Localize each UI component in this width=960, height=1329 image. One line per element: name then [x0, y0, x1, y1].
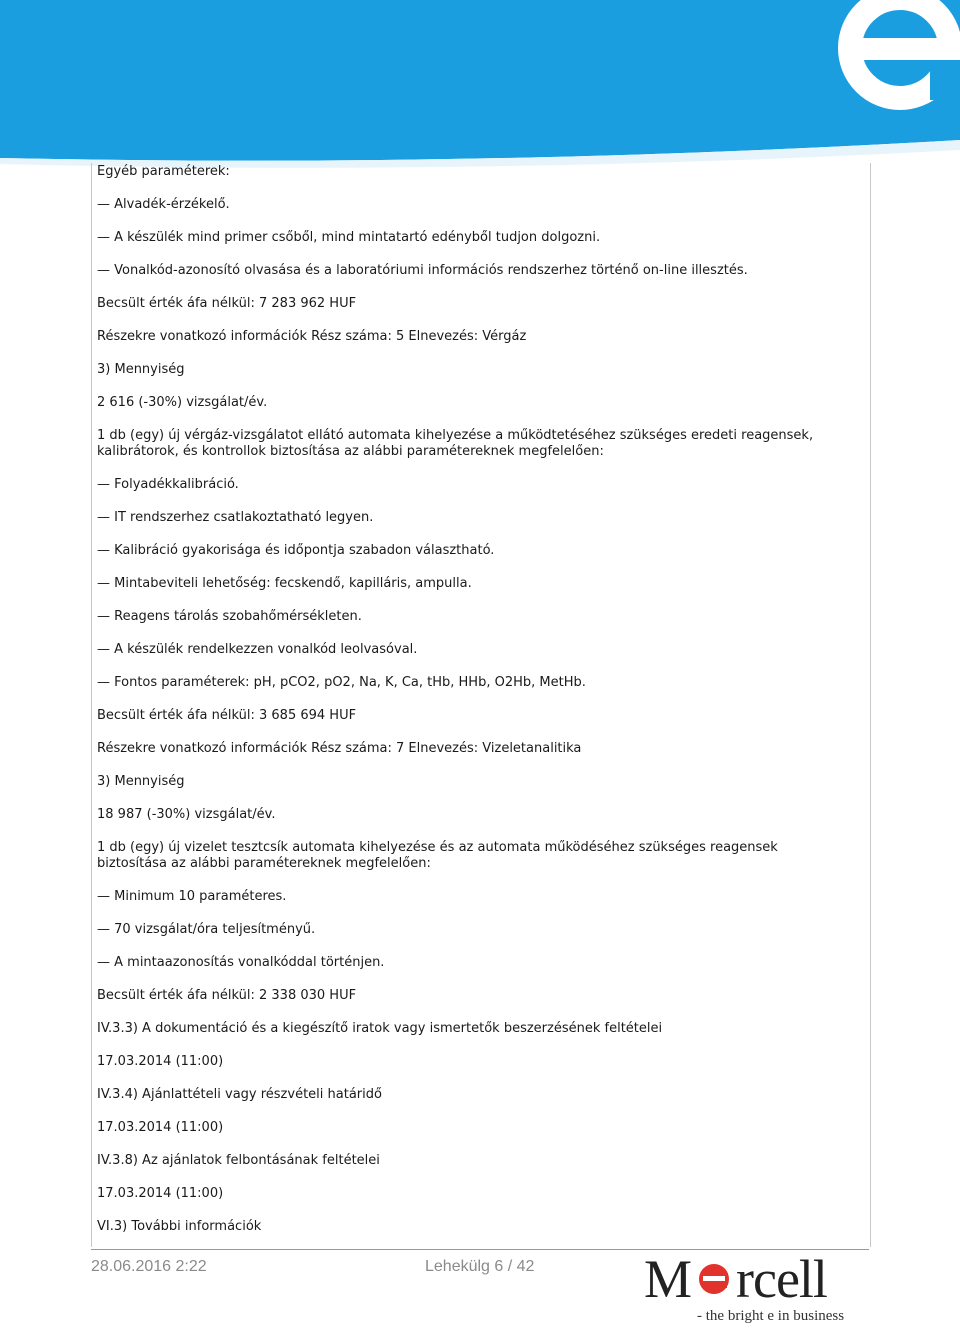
text-line: — A készülék rendelkezzen vonalkód leolvasóval. [97, 642, 418, 657]
text-line: — Vonalkód-azonosító olvasása és a laboratóriumi információs rendszerhez történő on-line illesztés. [97, 263, 748, 278]
text-line: Egyéb paraméterek: [97, 164, 230, 179]
logo-word-left: M [644, 1249, 692, 1309]
text-line: — Kalibráció gyakorisága és időpontja szabadon választható. [97, 543, 495, 558]
text-paragraph: 1 db (egy) új vérgáz-vizsgálatot ellátó automata kihelyezése a működtetéséhez szükséges eredeti reagensek, kalibrátorok, és kontrollok biztosítása az alábbi paramétereknek megfelelően: [97, 428, 814, 459]
footer-page-number: Lehekülg 6 / 42 [425, 1258, 535, 1275]
text-line: — Reagens tárolás szobahőmérsékleten. [97, 609, 362, 624]
text-line: Becsült érték áfa nélkül: 3 685 694 HUF [97, 708, 357, 723]
header-wave-graphic [0, 0, 960, 170]
text-paragraph: 1 db (egy) új vizelet tesztcsík automata kihelyezése és az automata működéséhez szükséges reagensek biztosítása az alábbi paramétereknek megfelelően: [97, 840, 778, 871]
text-line: — Fontos paraméterek: pH, pCO2, pO2, Na, K, Ca, tHb, HHb, O2Hb, MetHb. [97, 675, 586, 690]
text-line: — Folyadékkalibráció. [97, 477, 239, 492]
text-line: Részekre vonatkozó információk Rész száma: 7 Elnevezés: Vizeletanalitika [97, 741, 582, 756]
logo-word-right: rcell [736, 1249, 827, 1309]
text-line: Részekre vonatkozó információk Rész száma: 5 Elnevezés: Vérgáz [97, 329, 527, 344]
text-line: — Minimum 10 paraméteres. [97, 889, 287, 904]
text-line: IV.3.4) Ajánlattételi vagy részvételi határidő [97, 1087, 382, 1102]
text-line: VI.3) További információk [97, 1219, 262, 1234]
text-line: 17.03.2014 (11:00) [97, 1054, 224, 1069]
text-line: Becsült érték áfa nélkül: 7 283 962 HUF [97, 296, 357, 311]
text-line: — IT rendszerhez csatlakoztatható legyen. [97, 510, 374, 525]
text-line: 3) Mennyiség [97, 362, 185, 377]
marcell-logo [640, 1249, 870, 1329]
text-line: 17.03.2014 (11:00) [97, 1186, 224, 1201]
text-line: IV.3.3) A dokumentáció és a kiegészítő iratok vagy ismertetők beszerzésének feltételei [97, 1021, 663, 1036]
text-line: Becsült érték áfa nélkül: 2 338 030 HUF [97, 988, 357, 1003]
text-line: — Alvadék-érzékelő. [97, 197, 230, 212]
text-line: IV.3.8) Az ajánlatok felbontásának feltételei [97, 1153, 380, 1168]
text-line: — Mintabeviteli lehetőség: fecskendő, kapilláris, ampulla. [97, 576, 472, 591]
content-frame [91, 163, 871, 1247]
text-line: 3) Mennyiség [97, 774, 185, 789]
text-line: — A készülék mind primer csőből, mind mintatartó edényből tudjon dolgozni. [97, 230, 601, 245]
text-line: 18 987 (-30%) vizsgálat/év. [97, 807, 276, 822]
footer-date: 28.06.2016 2:22 [91, 1258, 207, 1275]
text-line: — 70 vizsgálat/óra teljesítményű. [97, 922, 316, 937]
logo-e-mark-icon [695, 1258, 733, 1296]
text-line: 2 616 (-30%) vizsgálat/év. [97, 395, 268, 410]
text-line: 17.03.2014 (11:00) [97, 1120, 224, 1135]
logo-tagline: - the bright e in business [697, 1308, 845, 1324]
text-line: — A mintaazonosítás vonalkóddal történjen. [97, 955, 385, 970]
header-band [0, 0, 960, 170]
